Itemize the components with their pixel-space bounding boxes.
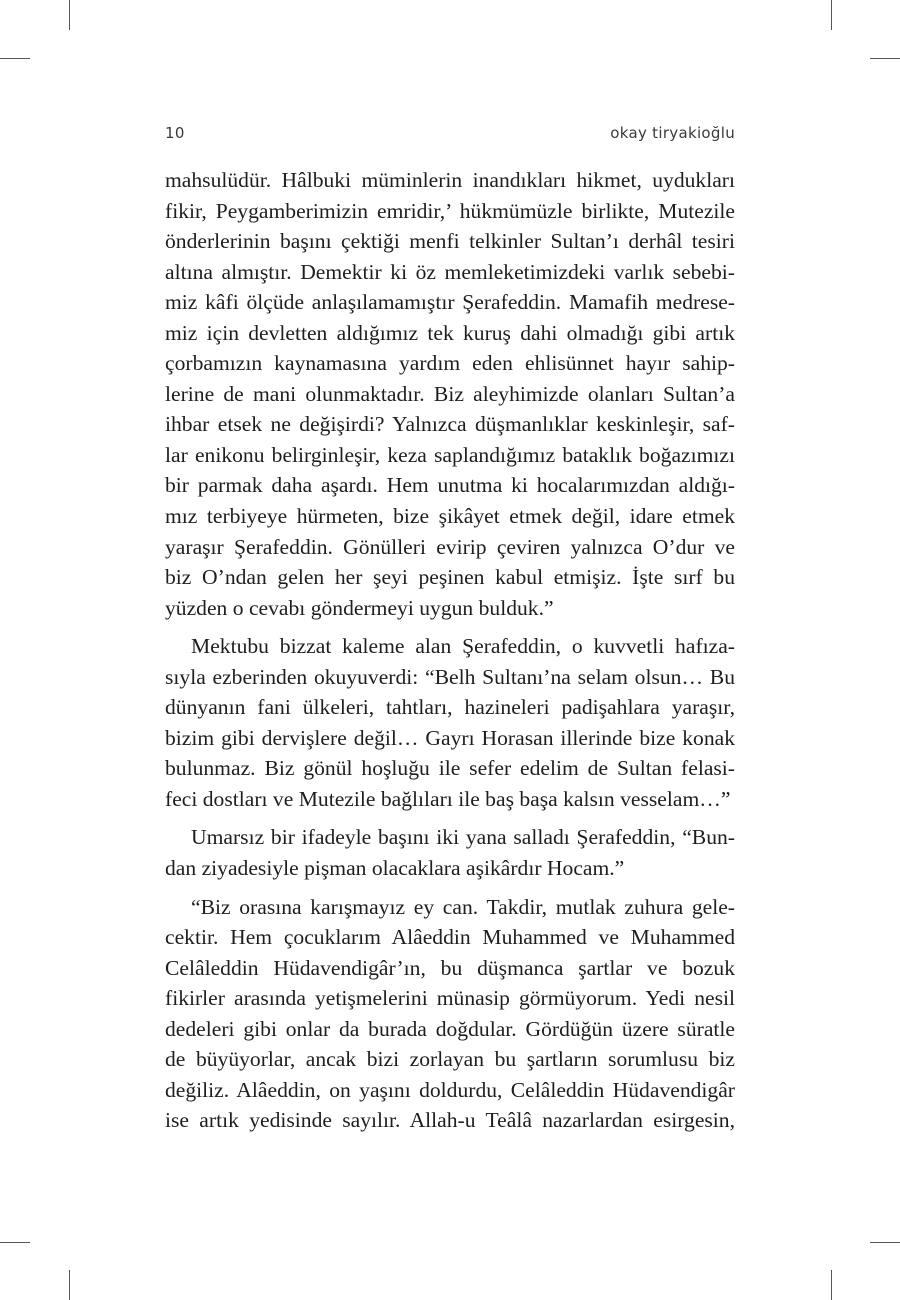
text-line: sıyla ezberinden okuyuverdi: “Belh Sultanı’na selam olsun… Bu	[165, 664, 735, 689]
crop-mark-bottom-right	[831, 1270, 832, 1300]
text-line: lerine de mani olunmaktadır. Biz aleyhimizde olanları Sultan’a	[165, 381, 735, 406]
paragraph	[165, 631, 735, 814]
crop-mark-right-lower	[870, 1242, 900, 1243]
paragraph	[165, 892, 735, 1136]
running-header	[165, 124, 735, 146]
crop-mark-right-upper	[870, 58, 900, 59]
text-line: dan ziyadesiyle pişman olacaklara aşikârdır Hocam.”	[165, 856, 625, 881]
text-line: dedeleri gibi onlar da burada doğdular. Gördüğün üzere süratle	[165, 1016, 735, 1041]
paragraph	[165, 822, 735, 883]
text-line: bulunmaz. Biz gönül hoşluğu ile sefer edelim de Sultan felasi-	[165, 756, 735, 781]
text-line: miz için devletten aldığımız tek kuruş dahi olmadığı gibi artık	[165, 320, 735, 345]
text-line: “Biz orasına karışmayız ey can. Takdir, mutlak zuhura gele-	[191, 894, 735, 919]
crop-mark-top-left	[69, 0, 70, 30]
text-line: Mektubu bizzat kaleme alan Şerafeddin, o kuvvetli hafıza-	[191, 634, 735, 659]
text-line: yaraşır Şerafeddin. Gönülleri evirip çeviren yalnızca O’dur ve	[165, 534, 735, 559]
text-line: mahsulüdür. Hâlbuki müminlerin inandıkları hikmet, uydukları	[165, 168, 735, 192]
crop-mark-bottom-left	[69, 1270, 70, 1300]
text-line: bizim gibi dervişlere değil… Gayrı Horasan illerinde bize konak	[165, 725, 735, 750]
crop-mark-left-lower	[0, 1242, 30, 1243]
text-line: fikir, Peygamberimizin emridir,’ hükmümüzle birlikte, Mutezile	[165, 198, 735, 223]
text-line: önderlerinin başını çektiği menfi telkinler Sultan’ı derhâl tesiri	[165, 229, 735, 254]
text-line: yüzden o cevabı göndermeyi uygun bulduk.”	[165, 595, 554, 620]
text-line: feci dostları ve Mutezile bağlıları ile baş başa kalsın vesselam…”	[165, 786, 731, 811]
text-line: cektir. Hem çocuklarım Alâeddin Muhammed ve Muhammed	[165, 925, 735, 950]
text-line: Umarsız bir ifadeyle başını iki yana salladı Şerafeddin, “Bun-	[191, 825, 735, 850]
text-line: miz kâfi ölçüde anlaşılamamıştır Şerafeddin. Mamafih medrese-	[165, 290, 735, 315]
text-line: ihbar etsek ne değişirdi? Yalnızca düşmanlıklar keskinleşir, saf-	[165, 412, 735, 437]
text-line: değiliz. Alâeddin, on yaşını doldurdu, Celâleddin Hüdavendigâr	[165, 1077, 735, 1102]
crop-mark-top-right	[831, 0, 832, 30]
text-line: lar enikonu belirginleşir, keza saplandığımız bataklık boğazımızı	[165, 442, 735, 467]
text-line: ise artık yedisinde sayılır. Allah-u Teâlâ nazarlardan esirgesin,	[165, 1108, 735, 1133]
text-line: dünyanın fani ülkeleri, tahtları, hazineleri padişahlara yaraşır,	[165, 695, 735, 720]
text-line: fikirler arasında yetişmelerini münasip görmüyorum. Yedi nesil	[165, 986, 735, 1011]
text-line: mız terbiyeye hürmeten, bize şikâyet etmek değil, idare etmek	[165, 504, 735, 529]
text-line: çorbamızın kaynamasına yardım eden ehlisünnet hayır sahip-	[165, 351, 735, 376]
text-line: altına almıştır. Demektir ki öz memleketimizdeki varlık sebebi-	[165, 259, 735, 284]
text-line: bir parmak daha aşardı. Hem unutma ki hocalarımızdan aldığı-	[165, 473, 735, 498]
text-line: de büyüyorlar, ancak bizi zorlayan bu şartların sorumlusu biz	[165, 1047, 735, 1072]
page-number: 10	[165, 124, 185, 142]
text-line: biz O’ndan gelen her şeyi peşinen kabul etmişiz. İşte sırf bu	[165, 565, 735, 590]
running-header-author: okay tiryakioğlu	[610, 124, 735, 142]
paragraph	[165, 165, 735, 623]
text-line: Celâleddin Hüdavendigâr’ın, bu düşmanca şartlar ve bozuk	[165, 955, 735, 980]
crop-mark-left-upper	[0, 58, 30, 59]
body-text	[165, 165, 735, 1136]
